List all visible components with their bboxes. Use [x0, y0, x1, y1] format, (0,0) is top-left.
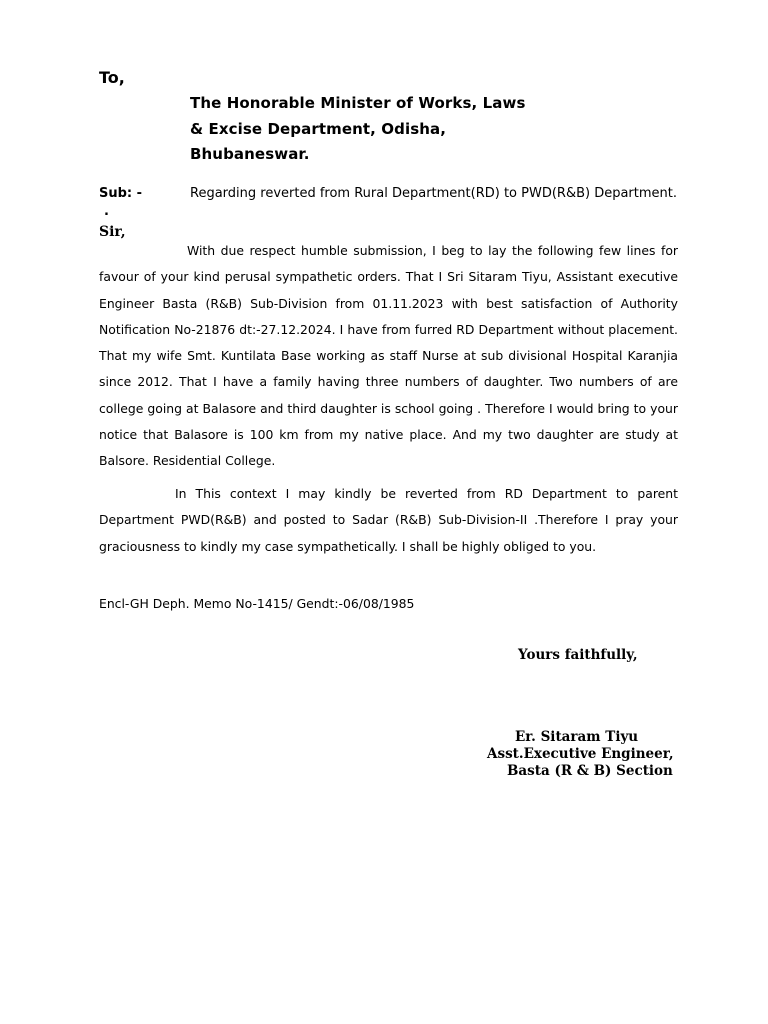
- recipient-address-line-2: & Excise Department, Odisha,: [190, 120, 447, 138]
- signature-designation: Asst.Executive Engineer,: [487, 746, 674, 762]
- recipient-address-line-1: The Honorable Minister of Works, Laws: [190, 94, 526, 112]
- greeting: Sir,: [99, 224, 126, 240]
- closing-line: Yours faithfully,: [518, 647, 638, 663]
- recipient-address-line-3: Bhubaneswar.: [190, 145, 310, 163]
- body-paragraph-1: With due respect humble submission, I beg to lay the following few lines for favour of your kind perusal sympathetic orders. That I Sri Sitaram Tiyu, Assistant executive Engineer Basta (R&B) Sub-Division from 01.11.2023 with best satisfaction of Authority Notification No-21876 dt:-27.12.2024. I have from furred RD Department without placement. That my wife Smt. Kuntilata Base working as staff Nurse at sub divisional Hospital Karanjia since 2012. That I have a family having three numbers of daughter. Two numbers of are college going at Balasore and third daughter is school going . Therefore I would bring to your notice that Balasore is 100 km from my native place. And my two daughter are study at Balsore. Residential College.: [99, 243, 678, 469]
- signature-name: Er. Sitaram Tiyu: [515, 729, 639, 745]
- signature-section: Basta (R & B) Section: [507, 763, 673, 779]
- subject-label: Sub: -: [99, 186, 143, 201]
- enclosure-note: Encl-GH Deph. Memo No-1415/ Gendt:-06/08/1985: [99, 596, 415, 611]
- recipient-to-label: To,: [99, 68, 125, 87]
- subject-dot: .: [104, 204, 109, 219]
- body-paragraph-2: In This context I may kindly be reverted from RD Department to parent Department PWD(R&B) and posted to Sadar (R&B) Sub-Division-II .Therefore I pray your graciousness to kindly my case sympathetically. I shall be highly obliged to you.: [99, 486, 678, 554]
- subject-text: Regarding reverted from Rural Department(RD) to PWD(R&B) Department.: [190, 186, 678, 201]
